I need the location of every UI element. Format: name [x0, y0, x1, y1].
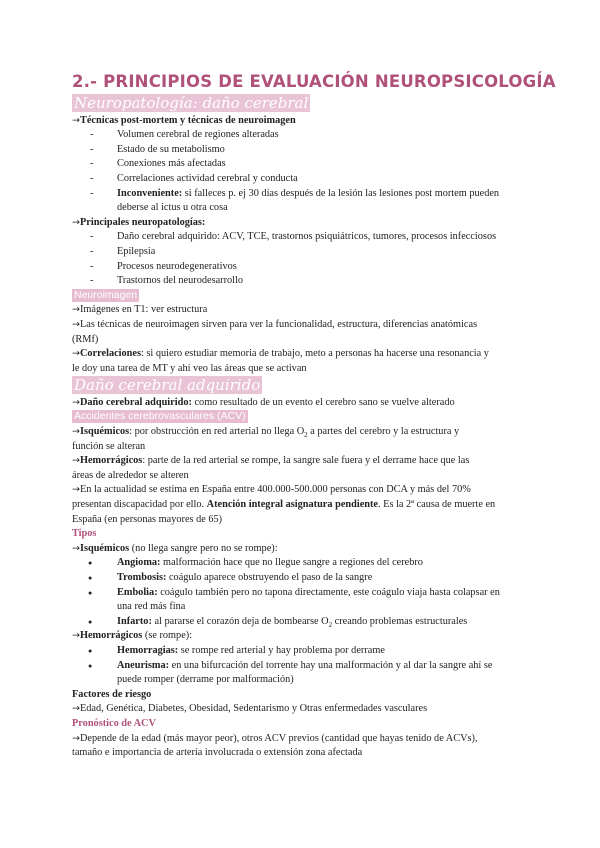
list-item: ● Hemorragias: se rompe red arterial y hay problema por derrame [72, 644, 542, 659]
neuroimagen-line-2: →Las técnicas de neuroimagen sirven para ver la funcionalidad, estructura, diferencias anatómicas (RMf) [72, 318, 478, 345]
hemorragicos-list [72, 644, 542, 688]
tecnicas-list [72, 128, 542, 216]
isquemicos-line: →Isquémicos: por obstrucción en red arterial no llega $O_2$ a partes del cerebro y la estructura y función se alteran [72, 426, 460, 452]
principales-line: →Principales neuropatologías: [72, 216, 206, 228]
pronostico-line: →Depende de la edad (más mayor peor), otros ACV previos (cantidad que hayas tenido de ACVs), tamaño e importancia de arteria involucrada o extensión zona afectada [72, 732, 478, 759]
tecnicas-line: →Técnicas post-mortem y técnicas de neuroimagen [72, 114, 296, 126]
tipos-hemorragicos-line: →Hemorrágicos (se rompe): [72, 630, 193, 642]
list-item: - Daño cerebral adquirido: ACV, TCE, trastornos psiquiátricos, tumores, procesos infecciosos [72, 230, 542, 245]
factores-line: →Edad, Genética, Diabetes, Obesidad, Sedentarismo y Otras enfermedades vasculares [72, 703, 428, 715]
isquemicos-list [72, 556, 542, 629]
espana-line: →En la actualidad se estima en España entre 400.000-500.000 personas con DCA y más del 70% presentan discapacidad por ello. Atención integral asignatura pendiente. Es la 2ª causa de muerte en España (en personas mayores de 65) [72, 484, 496, 525]
neuroimagen-heading: Neuroimagen [74, 288, 138, 301]
neuroimagen-line-1: →Imágenes en T1: ver estructura [72, 304, 208, 316]
list-item: - Epilepsia [72, 245, 542, 260]
document-page [72, 72, 556, 761]
list-item: - Estado de su metabolismo [72, 143, 542, 158]
list-item: - Conexiones más afectadas [72, 157, 542, 172]
pronostico-heading: Pronóstico de ACV [72, 717, 156, 729]
tipos-heading: Tipos [72, 528, 97, 540]
list-item: ● Angioma: malformación hace que no llegue sangre a regiones del cerebro [72, 556, 542, 571]
dca-line: →Daño cerebral adquirido: como resultado de un evento el cerebro sano se vuelve alterado [72, 396, 455, 408]
page-title: 2.- PRINCIPIOS DE EVALUACIÓN NEUROPSICOLOGÍA [72, 72, 556, 91]
list-item: - Trastornos del neurodesarrollo [72, 274, 542, 289]
acv-heading: Accidentes cerebrovasculares (ACV) [74, 410, 246, 423]
list-item: ● Infarto: al pararse el corazón deja de bombearse $O_2$ creando problemas estructurales [72, 615, 542, 630]
list-item: - Procesos neurodegenerativos [72, 260, 542, 275]
list-item: ● Trombosis: coágulo aparece obstruyendo el paso de la sangre [72, 571, 542, 586]
dca-heading: Daño cerebral adquirido [74, 376, 261, 395]
list-item: - Volumen cerebral de regiones alteradas [72, 128, 542, 143]
list-item: - Correlaciones actividad cerebral y conducta [72, 172, 542, 187]
tipos-isquemicos-line: →Isquémicos (no llega sangre pero no se rompe): [72, 542, 278, 554]
neuropatologia-heading: Neuropatología: daño cerebral [74, 94, 309, 112]
principales-list [72, 230, 542, 288]
list-item-inconveniente: - Inconveniente: si falleces p. ej 30 días después de la lesión las lesiones post mortem pueden deberse al ictus u otra cosa [72, 187, 542, 216]
list-item: ● Embolia: coágulo también pero no tapona directamente, este coágulo viaja hasta colapsar en una red más fina [72, 586, 542, 615]
list-item: ● Aneurisma: en una bifurcación del torrente hay una malformación y al dar la sangre ahí se puede romper (derrame por malformación) [72, 659, 542, 688]
correlaciones-line: →Correlaciones: si quiero estudiar memoria de trabajo, meto a personas ha hacerse una resonancia y le doy una tarea de MT y ahí veo las áreas que se activan [72, 348, 489, 374]
hemorragicos-line: →Hemorrágicos: parte de la red arterial se rompe, la sangre sale fuera y el derrame hace que las áreas de alrededor se alteren [72, 455, 470, 481]
factores-heading: Factores de riesgo [72, 688, 152, 700]
